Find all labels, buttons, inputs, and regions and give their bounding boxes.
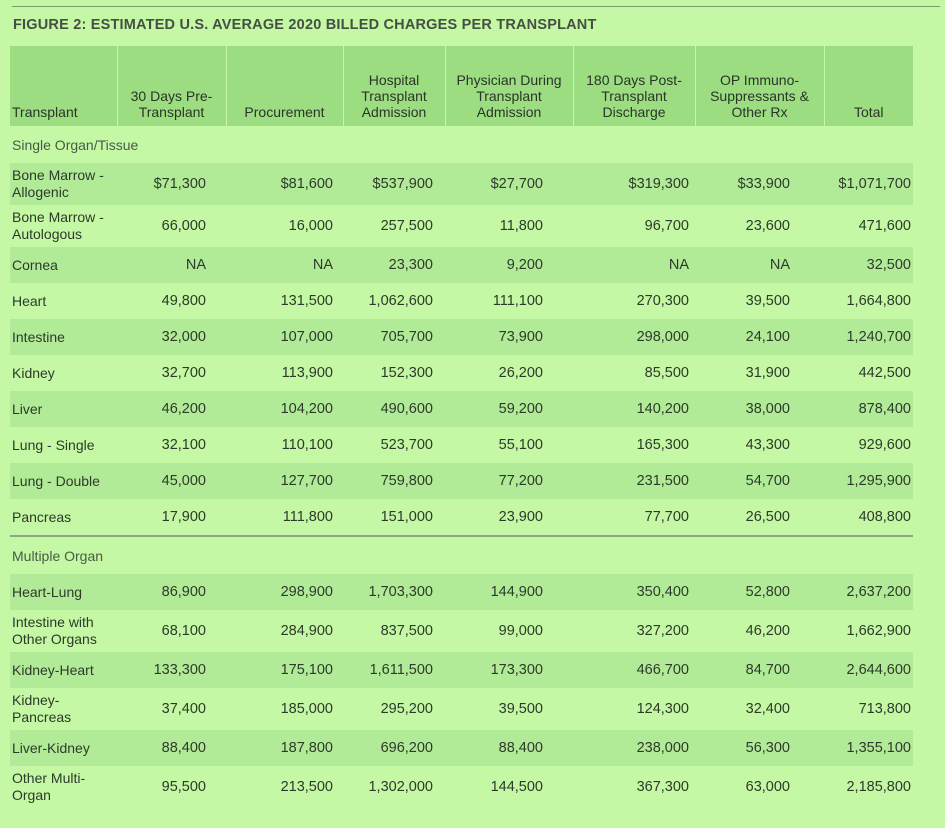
cell-op: 63,000	[695, 766, 824, 808]
cell-procurement: 284,900	[226, 610, 343, 652]
cell-hospital: 1,611,500	[343, 652, 445, 688]
cell-hospital: 152,300	[343, 355, 445, 391]
transplant-name: Kidney-Heart	[10, 652, 117, 688]
section-single-organ	[10, 126, 913, 163]
cell-pre: 88,400	[117, 730, 226, 766]
cell-physician: 144,500	[445, 766, 573, 808]
table-row	[10, 427, 913, 463]
cell-procurement: $81,600	[226, 163, 343, 205]
header-pre-transplant: 30 Days Pre-Transplant	[117, 46, 226, 126]
cell-hospital: $537,900	[343, 163, 445, 205]
cell-procurement: 110,100	[226, 427, 343, 463]
cell-total: 713,800	[824, 688, 913, 730]
cell-op: 38,000	[695, 391, 824, 427]
cell-hospital: 151,000	[343, 499, 445, 536]
cell-post: 270,300	[573, 283, 695, 319]
cell-total: 1,240,700	[824, 319, 913, 355]
cell-pre: 32,000	[117, 319, 226, 355]
cell-post: 367,300	[573, 766, 695, 808]
cell-hospital: 696,200	[343, 730, 445, 766]
table-row	[10, 610, 913, 652]
cell-pre: 46,200	[117, 391, 226, 427]
cell-hospital: 1,062,600	[343, 283, 445, 319]
cell-total: 471,600	[824, 205, 913, 247]
cell-total: 32,500	[824, 247, 913, 283]
cell-hospital: 23,300	[343, 247, 445, 283]
cell-procurement: 175,100	[226, 652, 343, 688]
transplant-name: Bone Marrow - Autologous	[10, 205, 117, 247]
cell-op: 32,400	[695, 688, 824, 730]
transplant-name: Lung - Double	[10, 463, 117, 499]
cell-hospital: 1,302,000	[343, 766, 445, 808]
cell-physician: 111,100	[445, 283, 573, 319]
table-row	[10, 730, 913, 766]
cell-total: 1,664,800	[824, 283, 913, 319]
cell-total: $1,071,700	[824, 163, 913, 205]
cell-op: 23,600	[695, 205, 824, 247]
transplant-name: Other Multi-Organ	[10, 766, 117, 808]
transplant-name: Pancreas	[10, 499, 117, 536]
cell-procurement: 213,500	[226, 766, 343, 808]
header-procurement: Procurement	[226, 46, 343, 126]
cell-post: 77,700	[573, 499, 695, 536]
cell-post: 124,300	[573, 688, 695, 730]
header-physician: Physician During Transplant Admission	[445, 46, 573, 126]
table-row	[10, 499, 913, 536]
cell-physician: 59,200	[445, 391, 573, 427]
cell-pre: 45,000	[117, 463, 226, 499]
header-total: Total	[824, 46, 913, 126]
cell-procurement: 107,000	[226, 319, 343, 355]
section-multiple-organ	[10, 536, 913, 574]
cell-physician: 173,300	[445, 652, 573, 688]
cell-total: 2,185,800	[824, 766, 913, 808]
cell-procurement: 113,900	[226, 355, 343, 391]
cell-physician: 144,900	[445, 574, 573, 610]
table-row	[10, 391, 913, 427]
cell-hospital: 759,800	[343, 463, 445, 499]
cell-procurement: NA	[226, 247, 343, 283]
transplant-name: Bone Marrow - Allogenic	[10, 163, 117, 205]
table-row	[10, 652, 913, 688]
cell-op: 26,500	[695, 499, 824, 536]
cell-hospital: 523,700	[343, 427, 445, 463]
table-row	[10, 163, 913, 205]
cell-hospital: 257,500	[343, 205, 445, 247]
table-row	[10, 319, 913, 355]
cell-total: 1,662,900	[824, 610, 913, 652]
cell-pre: 32,700	[117, 355, 226, 391]
header-row	[10, 46, 913, 126]
top-divider	[12, 6, 940, 7]
cell-total: 1,295,900	[824, 463, 913, 499]
table-row	[10, 205, 913, 247]
cell-pre: 95,500	[117, 766, 226, 808]
table-row	[10, 463, 913, 499]
cell-total: 878,400	[824, 391, 913, 427]
header-post-transplant: 180 Days Post-Transplant Discharge	[573, 46, 695, 126]
cell-op: 43,300	[695, 427, 824, 463]
table-row	[10, 355, 913, 391]
transplant-name: Cornea	[10, 247, 117, 283]
cell-procurement: 111,800	[226, 499, 343, 536]
cell-pre: 86,900	[117, 574, 226, 610]
cell-op: 24,100	[695, 319, 824, 355]
cell-total: 1,355,100	[824, 730, 913, 766]
cell-physician: 23,900	[445, 499, 573, 536]
charges-table	[10, 46, 913, 808]
cell-physician: 55,100	[445, 427, 573, 463]
cell-post: 327,200	[573, 610, 695, 652]
cell-pre: 37,400	[117, 688, 226, 730]
cell-op: 31,900	[695, 355, 824, 391]
cell-post: $319,300	[573, 163, 695, 205]
transplant-name: Liver-Kidney	[10, 730, 117, 766]
cell-hospital: 295,200	[343, 688, 445, 730]
cell-physician: 88,400	[445, 730, 573, 766]
cell-physician: 11,800	[445, 205, 573, 247]
cell-total: 2,644,600	[824, 652, 913, 688]
figure-title: FIGURE 2: ESTIMATED U.S. AVERAGE 2020 BILLED CHARGES PER TRANSPLANT	[13, 17, 597, 33]
cell-hospital: 490,600	[343, 391, 445, 427]
cell-op: NA	[695, 247, 824, 283]
cell-op: 56,300	[695, 730, 824, 766]
cell-hospital: 837,500	[343, 610, 445, 652]
cell-procurement: 131,500	[226, 283, 343, 319]
transplant-name: Heart	[10, 283, 117, 319]
header-transplant: Transplant	[10, 46, 117, 126]
transplant-name: Liver	[10, 391, 117, 427]
cell-physician: 9,200	[445, 247, 573, 283]
cell-op: $33,900	[695, 163, 824, 205]
cell-op: 54,700	[695, 463, 824, 499]
transplant-name: Lung - Single	[10, 427, 117, 463]
cell-post: 350,400	[573, 574, 695, 610]
cell-pre: 133,300	[117, 652, 226, 688]
cell-post: 85,500	[573, 355, 695, 391]
cell-op: 46,200	[695, 610, 824, 652]
cell-physician: $27,700	[445, 163, 573, 205]
cell-physician: 99,000	[445, 610, 573, 652]
cell-op: 39,500	[695, 283, 824, 319]
transplant-name: Kidney-Pancreas	[10, 688, 117, 730]
transplant-name: Kidney	[10, 355, 117, 391]
section-label: Single Organ/Tissue	[10, 126, 913, 163]
cell-post: 298,000	[573, 319, 695, 355]
cell-op: 52,800	[695, 574, 824, 610]
cell-post: 466,700	[573, 652, 695, 688]
cell-hospital: 1,703,300	[343, 574, 445, 610]
cell-hospital: 705,700	[343, 319, 445, 355]
cell-physician: 39,500	[445, 688, 573, 730]
cell-post: NA	[573, 247, 695, 283]
cell-post: 238,000	[573, 730, 695, 766]
cell-post: 165,300	[573, 427, 695, 463]
cell-physician: 77,200	[445, 463, 573, 499]
cell-procurement: 127,700	[226, 463, 343, 499]
header-hospital-admission: Hospital Transplant Admission	[343, 46, 445, 126]
table-row	[10, 574, 913, 610]
cell-physician: 26,200	[445, 355, 573, 391]
cell-procurement: 298,900	[226, 574, 343, 610]
cell-physician: 73,900	[445, 319, 573, 355]
cell-op: 84,700	[695, 652, 824, 688]
cell-procurement: 187,800	[226, 730, 343, 766]
cell-pre: 68,100	[117, 610, 226, 652]
cell-post: 96,700	[573, 205, 695, 247]
transplant-name: Intestine	[10, 319, 117, 355]
transplant-name: Intestine with Other Organs	[10, 610, 117, 652]
cell-pre: 17,900	[117, 499, 226, 536]
section-label: Multiple Organ	[10, 536, 913, 574]
table-row	[10, 283, 913, 319]
cell-procurement: 185,000	[226, 688, 343, 730]
cell-pre: 49,800	[117, 283, 226, 319]
cell-pre: $71,300	[117, 163, 226, 205]
table-row	[10, 688, 913, 730]
table-row	[10, 247, 913, 283]
header-op-immuno: OP Immuno-Suppressants & Other Rx	[695, 46, 824, 126]
transplant-name: Heart-Lung	[10, 574, 117, 610]
cell-pre: 32,100	[117, 427, 226, 463]
cell-total: 2,637,200	[824, 574, 913, 610]
cell-procurement: 16,000	[226, 205, 343, 247]
cell-total: 929,600	[824, 427, 913, 463]
cell-total: 408,800	[824, 499, 913, 536]
cell-post: 140,200	[573, 391, 695, 427]
cell-post: 231,500	[573, 463, 695, 499]
cell-procurement: 104,200	[226, 391, 343, 427]
table-row	[10, 766, 913, 808]
cell-total: 442,500	[824, 355, 913, 391]
cell-pre: 66,000	[117, 205, 226, 247]
cell-pre: NA	[117, 247, 226, 283]
